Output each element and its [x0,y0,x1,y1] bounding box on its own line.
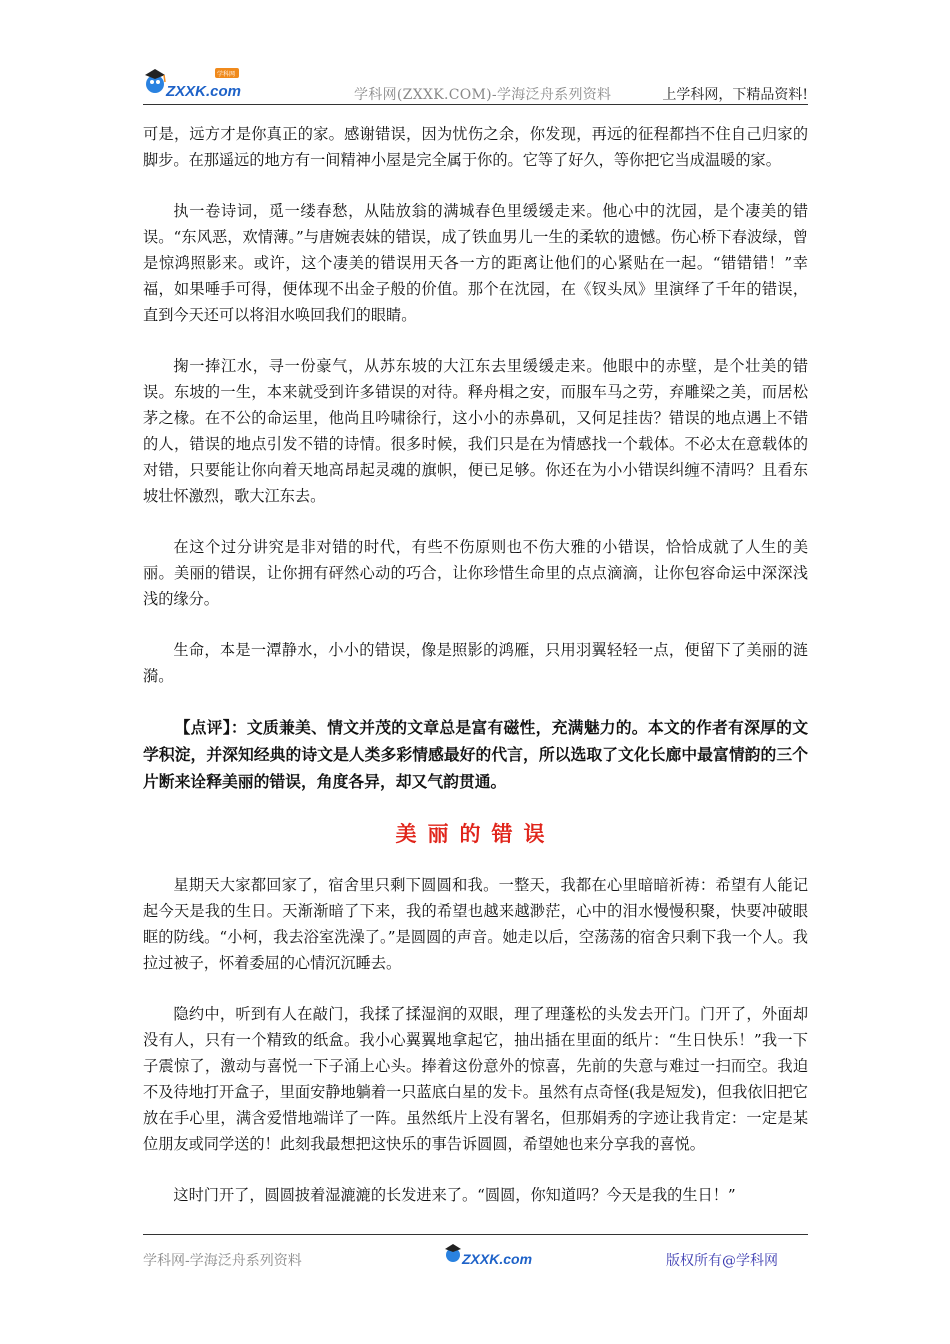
page-header [143,64,808,108]
footer-copyright: 版权所有@学科网 [666,1253,778,1269]
paragraph-1: 可是，远方才是你真正的家。感谢错误，因为忧伤之余，你发现，再远的征程都挡不住自己归家的脚步。在那遥远的地方有一间精神小屋是完全属于你的。它等了好久，等你把它当成温暖的家。 [143,125,808,169]
footer-divider [143,1234,808,1235]
footer-logo-text: ZXXK.com [462,1251,533,1267]
logo-badge: 学科网 [217,71,236,78]
paragraph-7: 隐约中，听到有人在敲门，我揉了揉湿润的双眼，理了理蓬松的头发去开门。门开了，外面却没有人，只有一个精致的纸盒。我小心翼翼地拿起它，抽出插在里面的纸片：“生日快乐！”我一下子震惊了，激动与喜悦一下子涌上心头。捧着这份意外的惊喜，先前的失意与难过一扫而空。我迫不及待地打开盒子，里面安静地躺着一只蓝底白星的发卡。虽然有点奇怪(我是短发)，但我依旧把它放在手心里，满含爱惜地端详了一阵。虽然纸片上没有署名，但那娟秀的字迹让我肯定：一定是某位朋友或同学送的！此刻我最想把这快乐的事告诉圆圆，希望她也来分享我的喜悦。 [143,1005,808,1153]
paragraph-2: 执一卷诗词，觅一缕春愁，从陆放翁的满城春色里缓缓走来。他心中的沈园，是个凄美的错误。“东风恶，欢情薄。”与唐婉表妹的错误，成了铁血男儿一生的柔软的遗憾。伤心桥下春波绿，曾是惊鸿照影来。或许，这个凄美的错误用天各一方的距离让他们的心紧贴在一起。“错错错！”幸福，如果唾手可得，便体现不出金子般的价值。那个在沈园，在《钗头凤》里演绎了千年的错误，直到今天还可以将泪水唤回我们的眼睛。 [143,202,808,324]
page-footer [143,1234,808,1274]
document-body [143,121,808,1233]
header-slogan: 上学科网，下精品资料! [662,87,808,103]
essay-title: 美丽的错误 [395,821,556,846]
paragraph-4: 在这个过分讲究是非对错的时代，有些不伤原则也不伤大雅的小错误，恰恰成就了人生的美丽。美丽的错误，让你拥有砰然心动的巧合，让你珍惜生命里的点点滴滴，让你包容命运中深深浅浅的缘分。 [143,538,808,608]
footer-logo [443,1240,549,1270]
paragraph-5: 生命，本是一潭静水，小小的错误，像是照影的鸿雁，只用羽翼轻轻一点，便留下了美丽的涟漪。 [143,641,808,685]
footer-left-text: 学科网-学海泛舟系列资料 [143,1253,302,1269]
paragraph-3: 掬一捧江水，寻一份豪气，从苏东坡的大江东去里缓缓走来。他眼中的赤壁，是个壮美的错误。东坡的一生，本来就受到许多错误的对待。释舟楫之安，而服车马之劳，弃雕梁之美，而居松茅之椽。在不公的命运里，他尚且吟啸徐行，这小小的赤鼻矶，又何足挂齿？错误的地点遇上不错的人，错误的地点引发不错的诗情。很多时候，我们只是在为情感找一个载体。不必太在意载体的对错，只要能让你向着天地高昂起灵魂的旗帜，便已足够。你还在为小小错误纠缠不清吗？且看东坡壮怀激烈，歌大江东去。 [143,357,808,505]
paragraph-8: 这时门开了，圆圆披着湿漉漉的长发进来了。“圆圆，你知道吗？今天是我的生日！” [173,1186,736,1204]
header-center-text: 学科网(ZXXK.COM)-学海泛舟系列资料 [354,87,612,103]
header-divider [143,104,808,105]
paragraph-6: 星期天大家都回家了，宿舍里只剩下圆圆和我。一整天，我都在心里暗暗祈祷：希望有人能记起今天是我的生日。天渐渐暗了下来，我的希望也越来越渺茫，心中的泪水慢慢积聚，快要冲破眼眶的防线。“小柯，我去浴室洗澡了。”是圆圆的声音。她走以后，空荡荡的宿舍只剩下我一个人。我拉过被子，怀着委屈的心情沉沉睡去。 [143,876,808,972]
comment-paragraph: 【点评】：文质兼美、情文并茂的文章总是富有磁性，充满魅力的。本文的作者有深厚的文学积淀，并深知经典的诗文是人类多彩情感最好的代言，所以选取了文化长廊中最富情韵的三个片断来诠释美丽的错误，角度各异，却又气韵贯通。 [143,718,808,791]
logo-text: ZXXK.com [166,83,242,100]
zxxk-logo [143,64,253,104]
